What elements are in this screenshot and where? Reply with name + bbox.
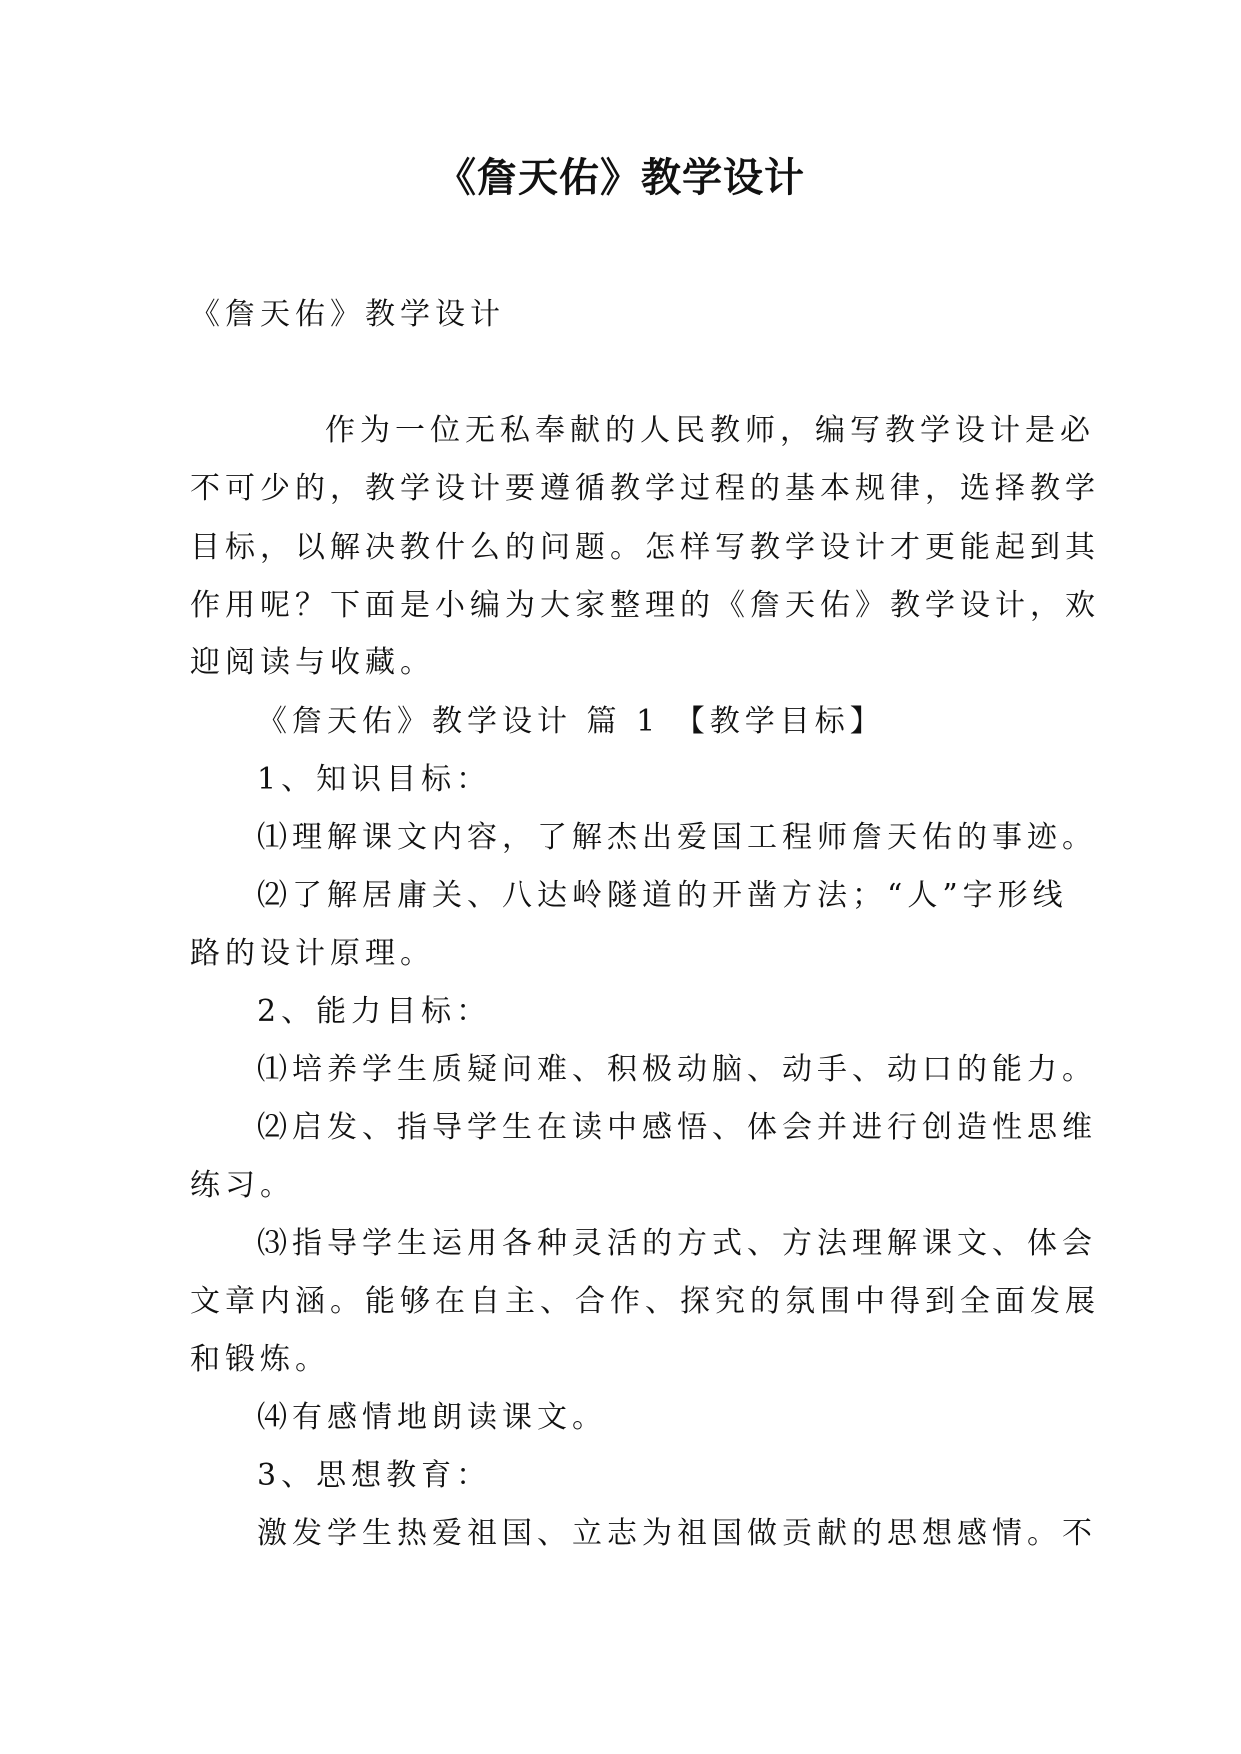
- paragraph-line: ⑶指导学生运用各种灵活的方式、方法理解课文、体会: [257, 1226, 1097, 1261]
- paragraph-line: ⑵了解居庸关、八达岭隧道的开凿方法；“人”字形线: [257, 878, 1068, 913]
- paragraph-line: 作用呢？下面是小编为大家整理的《詹天佑》教学设计，欢: [190, 588, 1100, 623]
- paragraph-line: ⑴理解课文内容，了解杰出爱国工程师詹天佑的事迹。: [257, 820, 1097, 855]
- paragraph-line: ⑷有感情地朗读课文。: [257, 1400, 607, 1435]
- section-heading-line: 《詹天佑》教学设计 篇 1 【教学目标】: [257, 704, 885, 739]
- subtitle-line: 《詹天佑》教学设计: [190, 297, 505, 332]
- document-title: 《詹天佑》教学设计: [436, 155, 805, 201]
- paragraph-line: ⑵启发、指导学生在读中感悟、体会并进行创造性思维: [257, 1110, 1097, 1145]
- paragraph-line: 文章内涵。能够在自主、合作、探究的氛围中得到全面发展: [190, 1284, 1100, 1319]
- paragraph-line: 练习。: [190, 1168, 295, 1203]
- paragraph-line: 2、能力目标：: [257, 994, 492, 1029]
- paragraph-line: 迎阅读与收藏。: [190, 645, 435, 680]
- paragraph-line: 激发学生热爱祖国、立志为祖国做贡献的思想感情。不: [257, 1516, 1097, 1551]
- paragraph-line: 3、思想教育：: [257, 1458, 492, 1493]
- paragraph-line: 作为一位无私奉献的人民教师，编写教学设计是必: [325, 413, 1095, 448]
- paragraph-line: ⑴培养学生质疑问难、积极动脑、动手、动口的能力。: [257, 1052, 1097, 1087]
- paragraph-line: 1、知识目标：: [257, 762, 492, 797]
- paragraph-line: 和锻炼。: [190, 1342, 330, 1377]
- paragraph-line: 路的设计原理。: [190, 936, 435, 971]
- paragraph-line: 目标，以解决教什么的问题。怎样写教学设计才更能起到其: [190, 530, 1100, 565]
- paragraph-line: 不可少的，教学设计要遵循教学过程的基本规律，选择教学: [190, 471, 1100, 506]
